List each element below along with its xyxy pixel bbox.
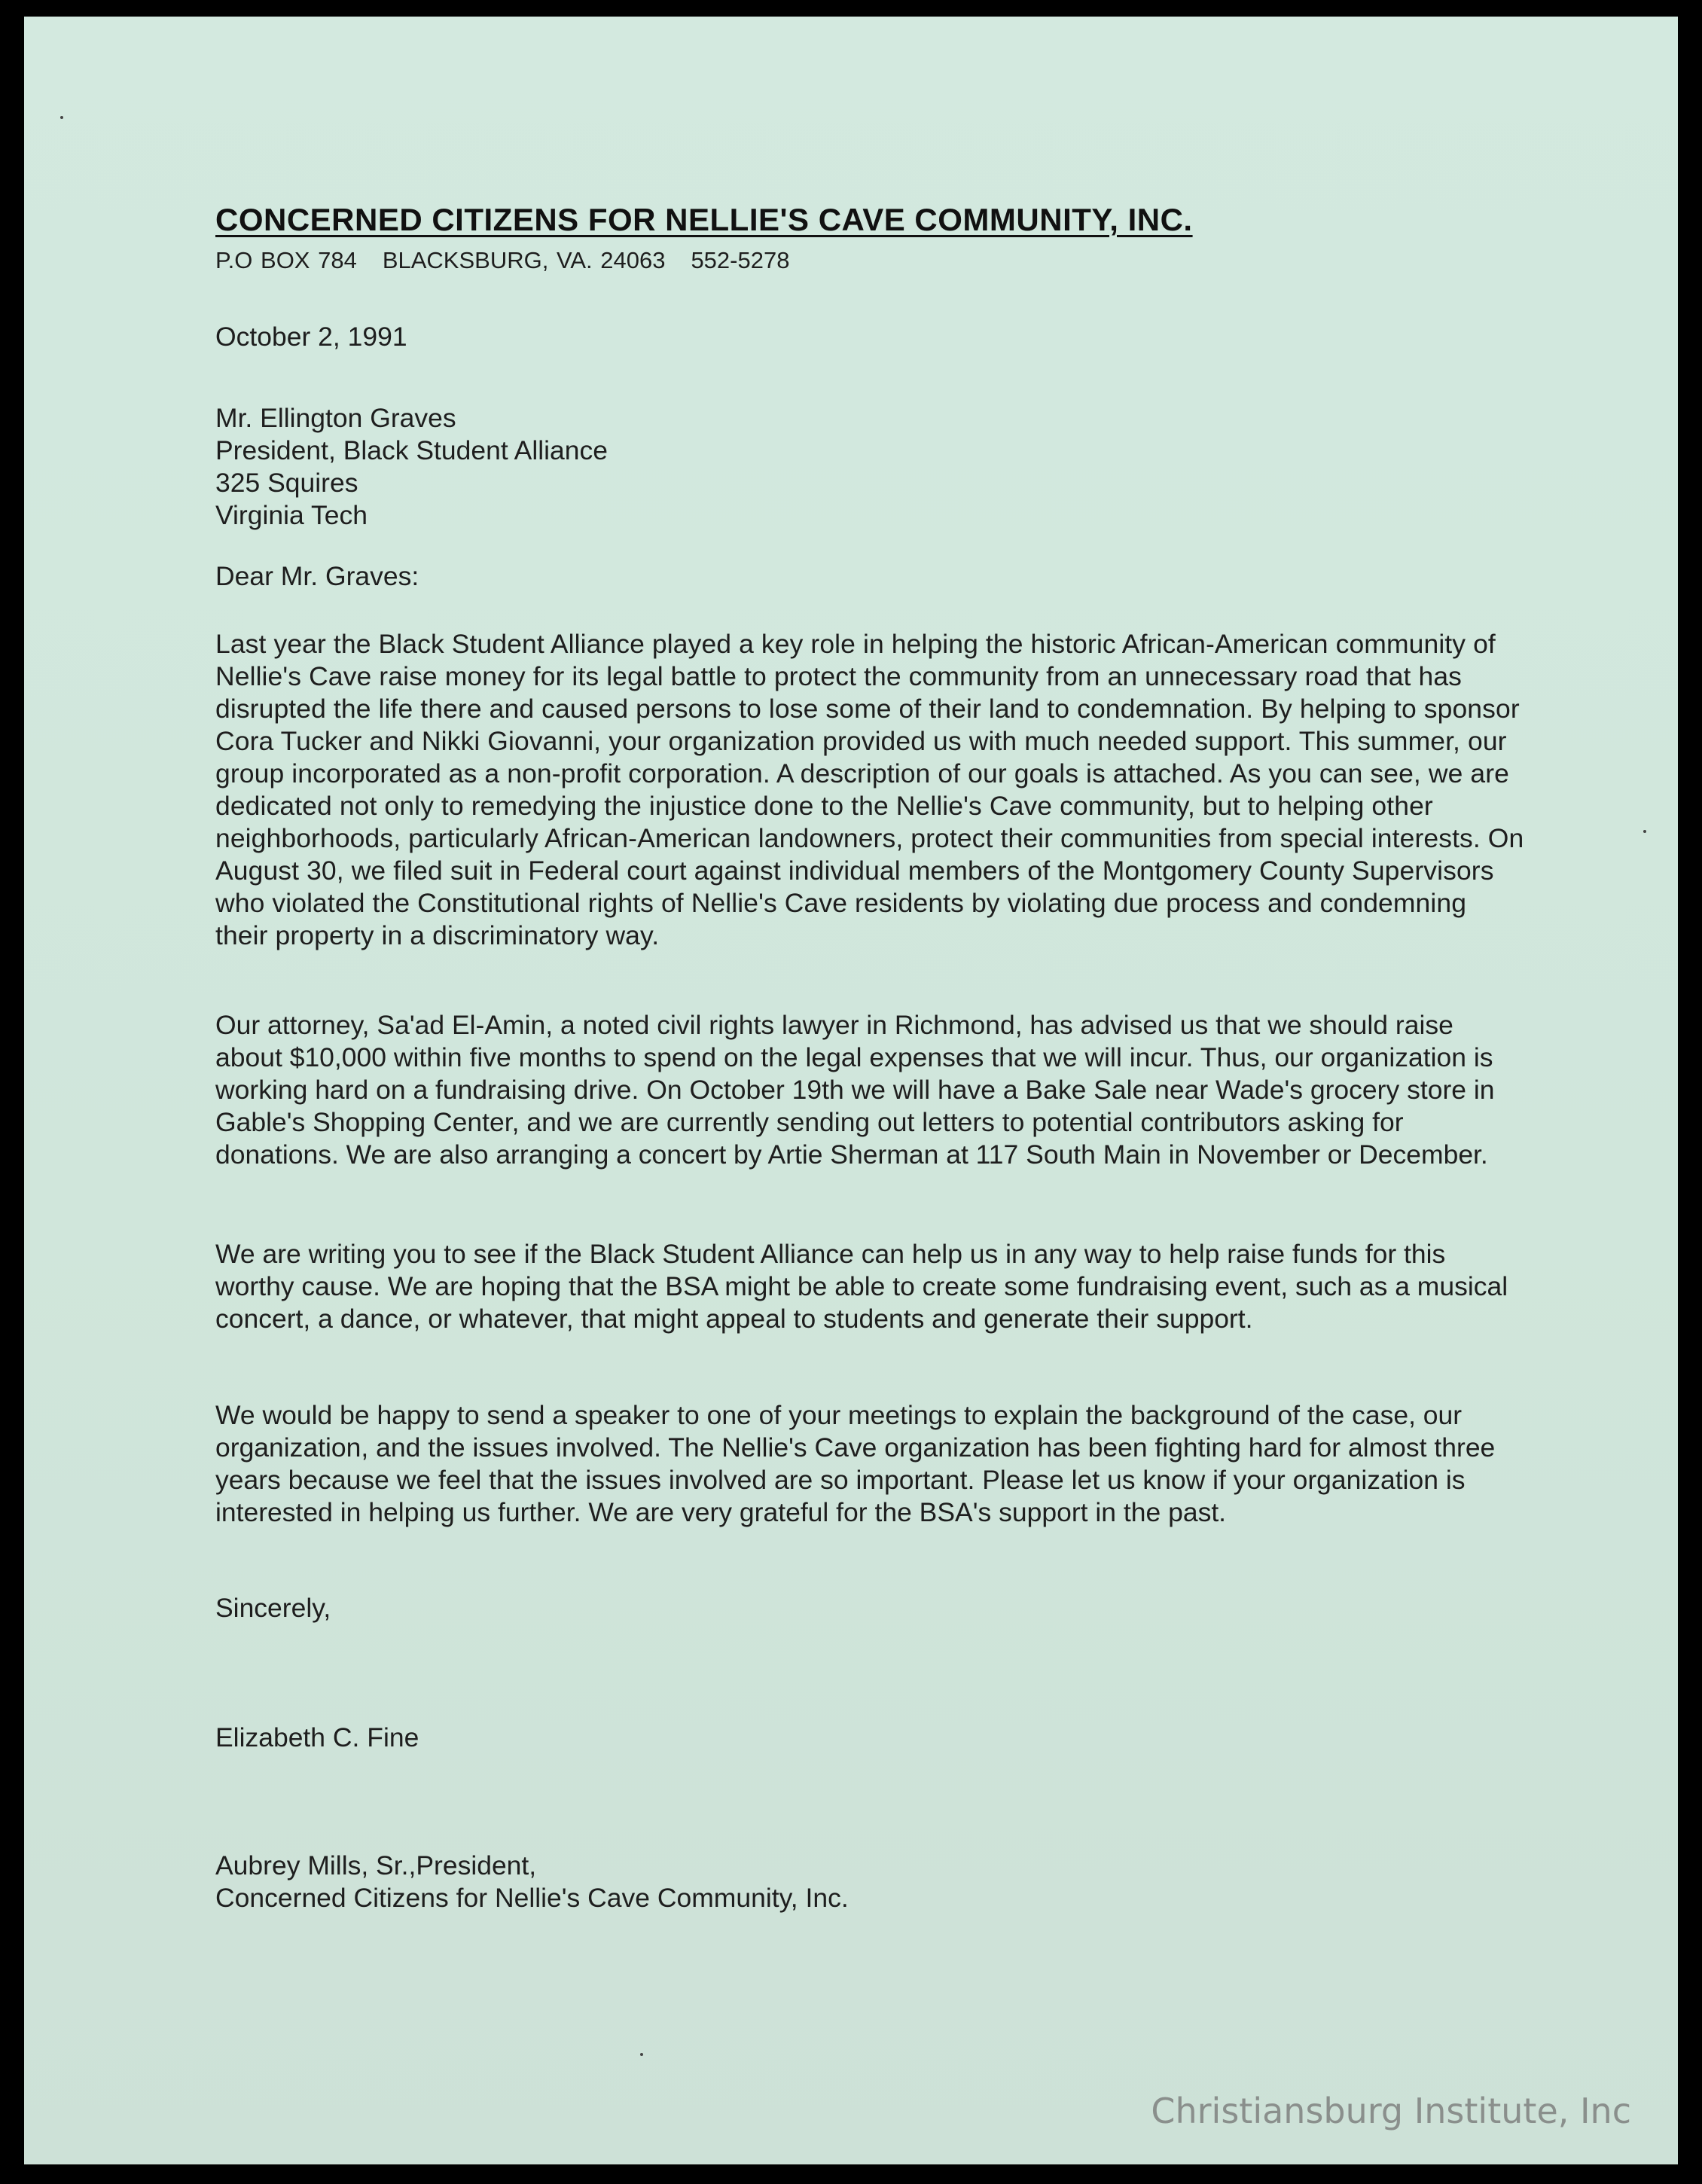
signatory-name: Elizabeth C. Fine <box>215 1722 419 1752</box>
letterhead-org-name: CONCERNED CITIZENS FOR NELLIE'S CAVE COMMUNITY, INC. <box>215 202 1193 237</box>
body-paragraph-1: Last year the Black Student Alliance played a key role in helping the historic African-American community of Nellie's Cave raise money for its legal battle to protect the community from an unnecessary road that has disrupted the life there and caused persons to lose some of their land to condemnation. By helping to sponsor Cora Tucker and Nikki Giovanni, your organization provided us with much needed support. This summer, our group incorporated as a non-profit corporation. A description of our goals is attached. As you can see, we are dedicated not only to remedying the injustice done to the Nellie's Cave community, but to helping other neighborhoods, particularly African-American landowners, protect their communities from special interests. On August 30, we filed suit in Federal court against individual members of the Montgomery County Supervisors who violated the Constitutional rights of Nellie's Cave residents by violating due process and condemning their property in a discriminatory way. <box>215 629 1524 950</box>
letterhead-address <box>215 244 815 276</box>
body-paragraph-3: We are writing you to see if the Black Student Alliance can help us in any way to help raise funds for this worthy cause. We are hoping that the BSA might be able to create some fundraising event, such as a musical concert, a dance, or whatever, that might appeal to students and generate their support. <box>215 1239 1508 1334</box>
letterhead-phone: 552-5278 <box>691 247 790 273</box>
letter-page <box>24 17 1678 2164</box>
signatory-organization: Concerned Citizens for Nellie's Cave Community, Inc. <box>215 1883 849 1913</box>
letterhead-po-box: P.O BOX 784 <box>215 247 357 273</box>
watermark: Christiansburg Institute, Inc <box>1151 2091 1631 2131</box>
closing: Sincerely, <box>215 1593 331 1623</box>
recipient-line: Mr. Ellington Graves <box>215 403 456 433</box>
letterhead-city: BLACKSBURG, VA. 24063 <box>382 247 666 273</box>
recipient-line: President, Black Student Alliance <box>215 435 608 465</box>
paper-speck <box>640 2053 643 2056</box>
signatory-title: Aubrey Mills, Sr.,President, <box>215 1850 537 1880</box>
body-paragraph-2: Our attorney, Sa'ad El-Amin, a noted civil rights lawyer in Richmond, has advised us that we should raise about $10,000 within five months to spend on the legal expenses that we will incur. Thus, our organization is working hard on a fundraising drive. On October 19th we will have a Bake Sale near Wade's grocery store in Gable's Shopping Center, and we are currently sending out letters to potential contributors asking for donations. We are also arranging a concert by Artie Sherman at 117 South Main in November or December. <box>215 1010 1495 1170</box>
salutation: Dear Mr. Graves: <box>215 561 419 591</box>
recipient-address <box>215 402 608 532</box>
paper-speck <box>60 116 63 119</box>
signatory-block <box>215 1850 849 1914</box>
recipient-line: Virginia Tech <box>215 500 368 530</box>
paper-speck <box>1643 830 1646 833</box>
letter-date: October 2, 1991 <box>215 322 407 352</box>
body-paragraph-4: We would be happy to send a speaker to one of your meetings to explain the background of the case, our organization, and the issues involved. The Nellie's Cave organization has been fighting hard for almost three years because we feel that the issues involved are so important. Please let us know if your organization is interested in helping us further. We are very grateful for the BSA's support in the past. <box>215 1400 1496 1527</box>
recipient-line: 325 Squires <box>215 468 358 498</box>
